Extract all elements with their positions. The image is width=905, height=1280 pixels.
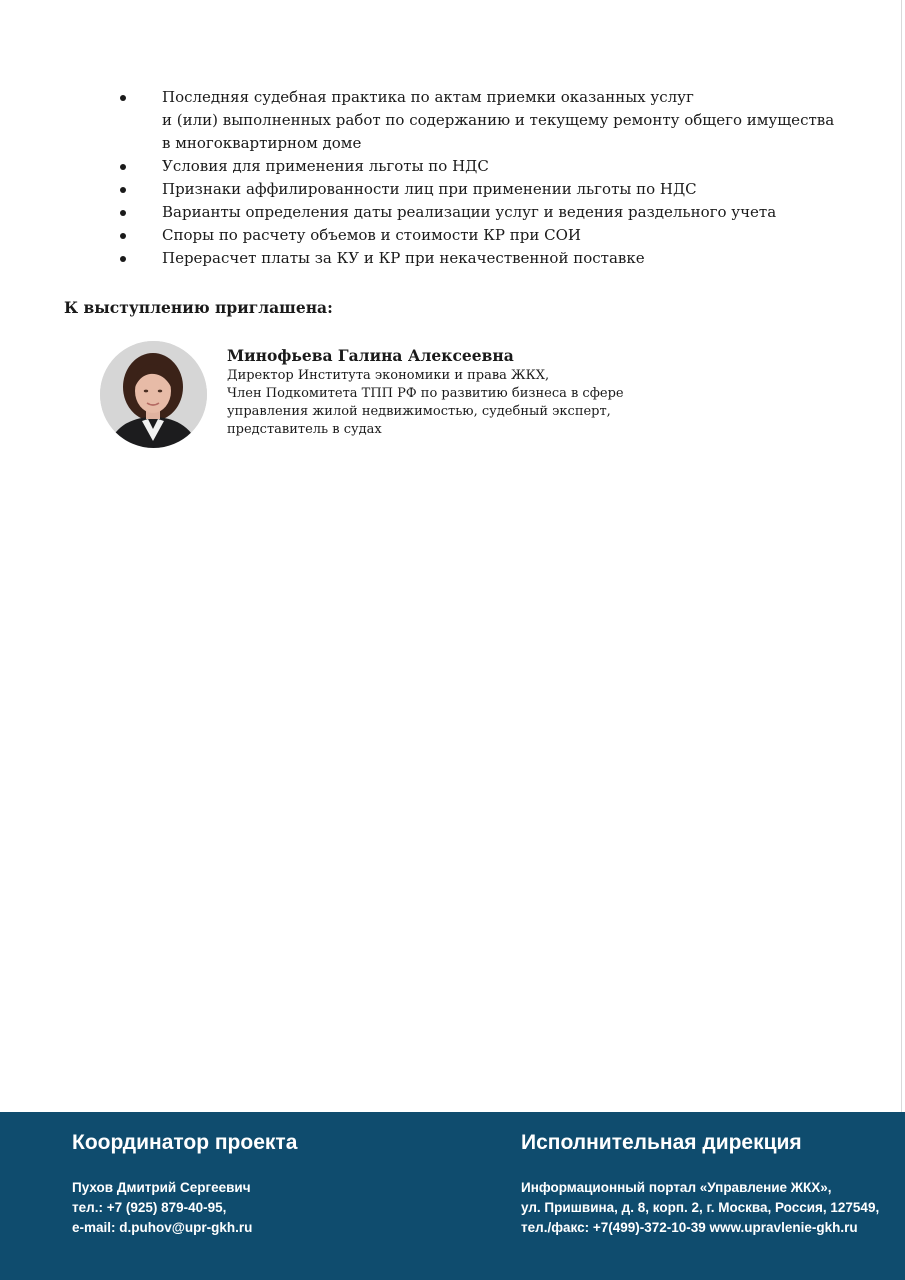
- topic-line: Варианты определения даты реализации услуг и ведения раздельного учета: [162, 203, 777, 221]
- invite-heading: К выступлению приглашена:: [64, 298, 333, 317]
- speaker-description-line: представитель в судах: [227, 422, 382, 437]
- page-edge-line: [901, 0, 902, 1112]
- speaker-description-line: управления жилой недвижимостью, судебный эксперт,: [227, 404, 611, 419]
- directorate-address: ул. Пришвина, д. 8, корп. 2, г. Москва, Россия, 127549,: [521, 1200, 880, 1215]
- speaker-description-line: Директор Института экономики и права ЖКХ,: [227, 368, 550, 383]
- topic-item: [118, 86, 838, 155]
- directorate-contacts: [521, 1178, 879, 1238]
- topic-item: [118, 155, 838, 178]
- speaker-portrait-icon: [100, 341, 207, 448]
- speaker-description: [227, 367, 657, 439]
- topic-item: [118, 247, 838, 270]
- topic-line: Перерасчет платы за КУ и КР при некачественной поставке: [162, 249, 645, 267]
- directorate-portal: Информационный портал «Управление ЖКХ»,: [521, 1180, 832, 1195]
- topic-line: в многоквартирном доме: [162, 134, 362, 152]
- topic-line: Признаки аффилированности лиц при применении льготы по НДС: [162, 180, 697, 198]
- coordinator-title: Координатор проекта: [72, 1131, 298, 1154]
- coordinator-phone: тел.: +7 (925) 879-40-95,: [72, 1200, 227, 1215]
- topic-line: и (или) выполненных работ по содержанию и текущему ремонту общего имущества: [162, 111, 835, 129]
- topics-list: [118, 86, 838, 270]
- topic-line: Споры по расчету объемов и стоимости КР при СОИ: [162, 226, 581, 244]
- speaker-description-line: Член Подкомитета ТПП РФ по развитию бизнеса в сфере: [227, 386, 624, 401]
- speaker-photo: [100, 341, 207, 448]
- directorate-title: Исполнительная дирекция: [521, 1131, 802, 1154]
- directorate-phone-website[interactable]: тел./факс: +7(499)-372-10-39 www.upravlenie-gkh.ru: [521, 1220, 858, 1235]
- coordinator-email[interactable]: e-mail: d.puhov@upr-gkh.ru: [72, 1220, 253, 1235]
- footer: [0, 1112, 905, 1280]
- topic-item: [118, 201, 838, 224]
- coordinator-name: Пухов Дмитрий Сергеевич: [72, 1180, 251, 1195]
- coordinator-contacts: [72, 1178, 252, 1238]
- topic-line: Условия для применения льготы по НДС: [162, 157, 489, 175]
- speaker-name: Минофьева Галина Алексеевна: [227, 346, 514, 365]
- topic-item: [118, 224, 838, 247]
- topic-item: [118, 178, 838, 201]
- topic-line: Последняя судебная практика по актам приемки оказанных услуг: [162, 88, 694, 106]
